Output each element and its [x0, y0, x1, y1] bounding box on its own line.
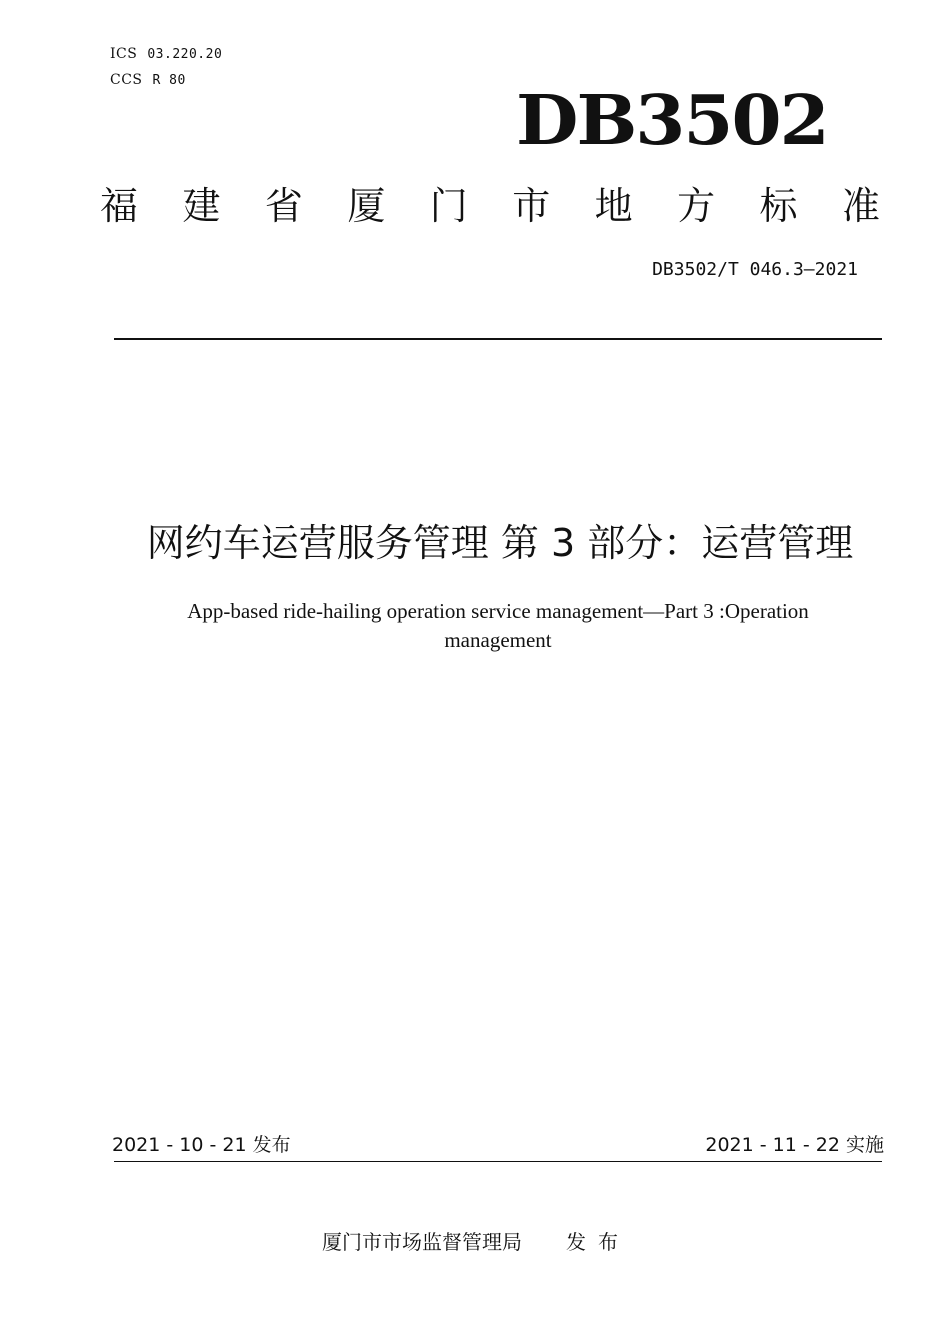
standard-type-char: 省	[264, 184, 303, 228]
ics-label: ICS	[110, 46, 138, 62]
standard-type-char: 厦	[347, 184, 386, 228]
issuer-action: 发布	[566, 1230, 630, 1254]
implementation-date: 2021 - 11 - 22 实施	[705, 1134, 884, 1156]
standard-type-title	[100, 183, 880, 229]
ics-classification	[110, 46, 222, 62]
issuer-name: 厦门市市场监督管理局	[322, 1230, 522, 1254]
standard-type-char: 准	[841, 184, 880, 228]
header-divider	[114, 338, 882, 340]
footer-divider	[114, 1161, 882, 1162]
ics-code: 03.220.20	[147, 47, 223, 62]
ccs-label: CCS	[110, 72, 143, 88]
title-english: App-based ride-hailing operation service management—Part 3 :Operation management	[187, 599, 809, 652]
title-chinese: 网约车运营服务管理 第 3 部分：运营管理	[146, 521, 854, 565]
standard-type-char: 方	[677, 184, 716, 228]
standard-number: DB3502/T 046.3—2021	[652, 259, 858, 280]
standard-logo: DB3502	[516, 79, 828, 160]
standard-type-char: 门	[429, 184, 468, 228]
standard-type-char: 市	[512, 184, 551, 228]
standard-type-char: 建	[182, 184, 221, 228]
ccs-code: R 80	[152, 73, 186, 88]
standard-type-char: 标	[759, 184, 798, 228]
issuer-line	[322, 1227, 630, 1257]
standard-type-char: 地	[594, 184, 633, 228]
standard-type-char: 福	[100, 184, 139, 228]
issue-date: 2021 - 10 - 21 发布	[112, 1134, 291, 1156]
ccs-classification	[110, 72, 186, 88]
